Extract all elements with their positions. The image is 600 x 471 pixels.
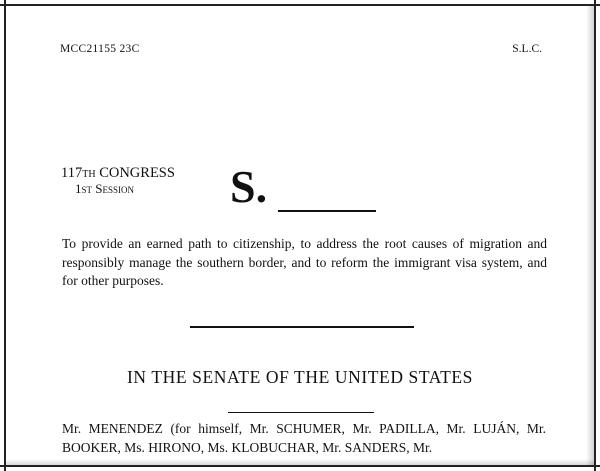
document-code: MCC21155 23C	[60, 43, 140, 55]
slc-label: S.L.C.	[512, 43, 542, 55]
bill-number-blank	[278, 210, 376, 212]
frame-left-line	[4, 0, 6, 471]
bill-purpose: To provide an earned path to citizenship, to address the root causes of migration and responsibly manage the southern border, and to reform the immigrant visa system, and for other purposes.	[62, 236, 547, 288]
congress-session-block	[61, 165, 175, 197]
frame-top-line	[0, 4, 600, 6]
session-number: 1st Session	[75, 181, 134, 196]
frame-bottom-line	[0, 465, 600, 467]
page-shadow-right	[586, 6, 594, 465]
chamber-title: IN THE SENATE OF THE UNITED STATES	[127, 367, 473, 387]
bill-designation: S.	[230, 161, 268, 212]
page-shadow-bottom	[6, 459, 594, 465]
short-divider-rule	[228, 412, 374, 413]
sponsors-text: Mr. MENENDEZ (for himself, Mr. SCHUMER, Mr. PADILLA, Mr. LUJÁN, Mr. BOOKER, Ms. HIRONO, Ms. KLOBUCHAR, Mr. SANDERS, Mr.	[62, 421, 546, 455]
frame-right-line	[594, 0, 596, 471]
divider-rule	[190, 326, 414, 328]
congress-number: 117th CONGRESS	[61, 165, 175, 181]
